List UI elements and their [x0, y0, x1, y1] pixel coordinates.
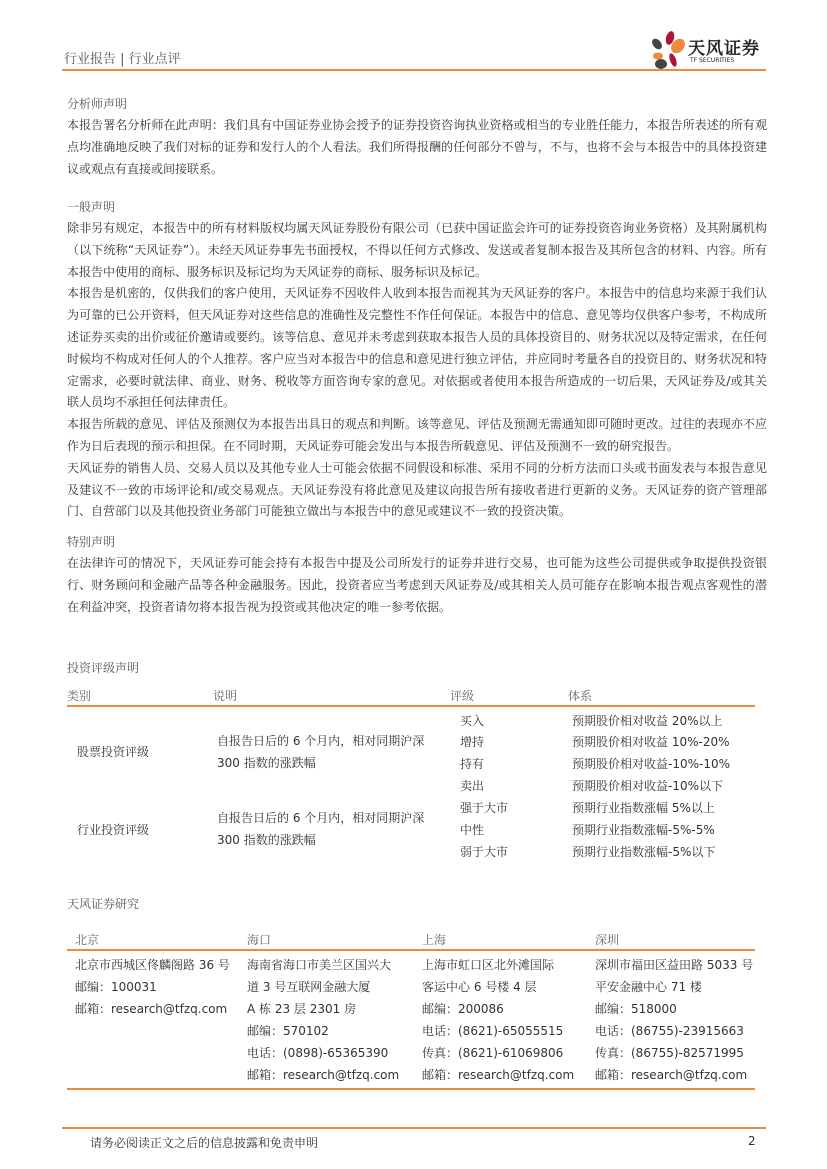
breadcrumb: 行业报告 | 行业点评: [64, 52, 181, 67]
office-beijing: 北京市西城区佟麟阁路 36 号 邮编：100031 邮箱：research@tfzq.com: [67, 950, 239, 1089]
footer-divider: [62, 1127, 766, 1129]
office-shenzhen: 深圳市福田区益田路 5033 号 平安金融中心 71 楼 邮编：518000 电话：(86755)-23915663 传真：(86755)-82571995 邮箱：research@tfzq.com: [587, 950, 755, 1089]
general-statement: 一般声明 除非另有规定，本报告中的所有材料版权均属天风证券股份有限公司（已获中国证监会许可的证券投资咨询业务资格）及其附属机构（以下统称“天风证券”）。未经天风证券事先书面授权，不得以任何方式修改、发送或者复制本报告及其所包含的材料、内容。所有本报告中使用的商标、服务标识及标记均为天风证券的商标、服务标识及标记。 本报告是机密的，仅供我们的客户使用，天风证券不因收件人收到本报告而视其为天风证券的客户。本报告中的信息均来源于我们认为可靠的已公开资料，但天风证券对这些信息的准确性及完整性不作任何保证。本报告中的信息、意见等均仅供客户参考，不构成所述证券买卖的出价或征价邀请或要约。该等信息、意见并未考虑到获取本报告人员的具体投资目的、财务状况以及特定需求，在任何时候均不构成对任何人的个人推荐。客户应当对本报告中的信息和意见进行独立评估，并应同时考量各自的投资目的、财务状况和特定需求，必要时就法律、商业、财务、税收等方面咨询专家的意见。对依据或者使用本报告所造成的一切后果，天风证券及/或其关联人员均不承担任何法律责任。 本报告所载的意见、评估及预测仅为本报告出具日的观点和判断。该等意见、评估及预测无需通知即可随时更改。过往的表现亦不应作为日后表现的预示和担保。在不同时期，天风证券可能会发出与本报告所载意见、评估及预测不一致的研究报告。 天风证券的销售人员、交易人员以及其他专业人士可能会依据不同假设和标准、采用不同的分析方法而口头或书面发表与本报告意见及建议不一致的市场评论和/或交易观点。天风证券没有将此意见及建议向报告所有接收者进行更新的义务。天风证券的资产管理部门、自营部门以及其他投资业务部门可能独立做出与本报告中的意见或建议不一致的投资决策。: [67, 196, 767, 523]
table-row: 增持 预期股价相对收益 10%-20%: [460, 734, 730, 749]
table-row: 股票投资评级 自报告日后的 6 个月内，相对同期沪深 300 指数的涨跌幅 买入 预期股价相对收益 20%以上: [77, 714, 723, 770]
header-divider: [62, 69, 766, 71]
offices-title: 天风证券研究: [67, 897, 140, 911]
table-row: 中性 预期行业指数涨幅-5%-5%: [460, 822, 715, 837]
section-title: 一般声明: [67, 200, 116, 214]
office-haikou: 海南省海口市美兰区国兴大 道 3 号互联网金融大厦 A 栋 23 层 2301 房 邮编：570102 电话：(0898)-65365390 邮箱：research@tfzq.com: [239, 950, 414, 1089]
section-title: 特别声明: [67, 535, 116, 549]
footer-disclaimer: 请务必阅读正文之后的信息披露和免责申明: [90, 1136, 319, 1150]
office-shanghai: 上海市虹口区北外滩国际 客运中心 6 号楼 4 层 邮编：200086 电话：(8621)-65055515 传真：(8621)-61069806 邮箱：research@tfzq.com: [414, 950, 587, 1089]
analyst-statement: 分析师声明 本报告署名分析师在此声明：我们具有中国证券业协会授予的证券投资咨询执业资格或相当的专业胜任能力，本报告所表述的所有观点均准确地反映了我们对标的证券和发行人的个人看法。我们所得报酬的任何部分不曾与，不与，也将不会与本报告中的具体投资建议或观点有直接或间接联系。: [67, 93, 767, 180]
rating-title: 投资评级声明: [67, 661, 140, 675]
logo-mark-icon: [648, 30, 688, 72]
special-statement: 特别声明 在法律许可的情况下，天风证券可能会持有本报告中提及公司所发行的证券并进行交易，也可能为这些公司提供或争取提供投资银行、财务顾问和金融产品等各种金融服务。因此，投资者应当考虑到天风证券及/或其相关人员可能存在影响本报告观点客观性的潜在利益冲突，投资者请勿将本报告视为投资或其他决定的唯一参考依据。: [67, 531, 767, 618]
offices-table: 北京 海口 上海 深圳 北京市西城区佟麟阁路 36 号 邮编：100031 邮箱：research@tfzq.com 海南省海口市美兰区国兴大 道 3 号互联网金融大厦 A 栋 23 层 2301 房 邮编：570102 电话：(0898)-65365390 邮箱：research@tfzq.com 上海市虹口区北外滩国际 客运中心 6 号楼 4 层 邮编：200086 电话：(8621)-65055515 传真：(8621)-61069806 邮箱：research@tfzq.com 深圳市福田区益田路 5033 号 平安金融中心 71 楼 邮编：518000 电话：(86755)-23915663 传真：(86755)-82571995 邮箱：research@tfzq.com: [67, 930, 755, 1090]
page-number: 2: [748, 1134, 756, 1148]
rating-table: 类别 说明 评级 体系 股票投资评级 自报告日后的 6 个月内，相对同期沪深 300 指数的涨跌幅 买入 预期股价相对收益 20%以上 增持 预期股价相对收益 10%-20% 持有 预期股价相对收益-10%-10% 卖出 预期股价相对收益-10%以下 行业投资评级 自报告日后的 6 个月内，相对同期沪深 300 指数的涨跌幅 强于大市 预期行业指数涨幅 5%以上 中性 预期行业指数涨幅-5%-5% 弱于大市 预期行业指数涨幅-5%以下: [67, 686, 755, 862]
logo: 天风证券 TF SECURITIES: [648, 30, 768, 70]
section-title: 分析师声明: [67, 97, 128, 111]
table-row: 弱于大市 预期行业指数涨幅-5%以下: [460, 844, 716, 859]
table-row: [67, 950, 755, 1089]
table-row: 持有 预期股价相对收益-10%-10%: [460, 756, 731, 771]
table-row: 行业投资评级 自报告日后的 6 个月内，相对同期沪深 300 指数的涨跌幅 强于大市 预期行业指数涨幅 5%以上: [77, 800, 715, 847]
table-row: 卖出 预期股价相对收益-10%以下: [460, 778, 724, 793]
